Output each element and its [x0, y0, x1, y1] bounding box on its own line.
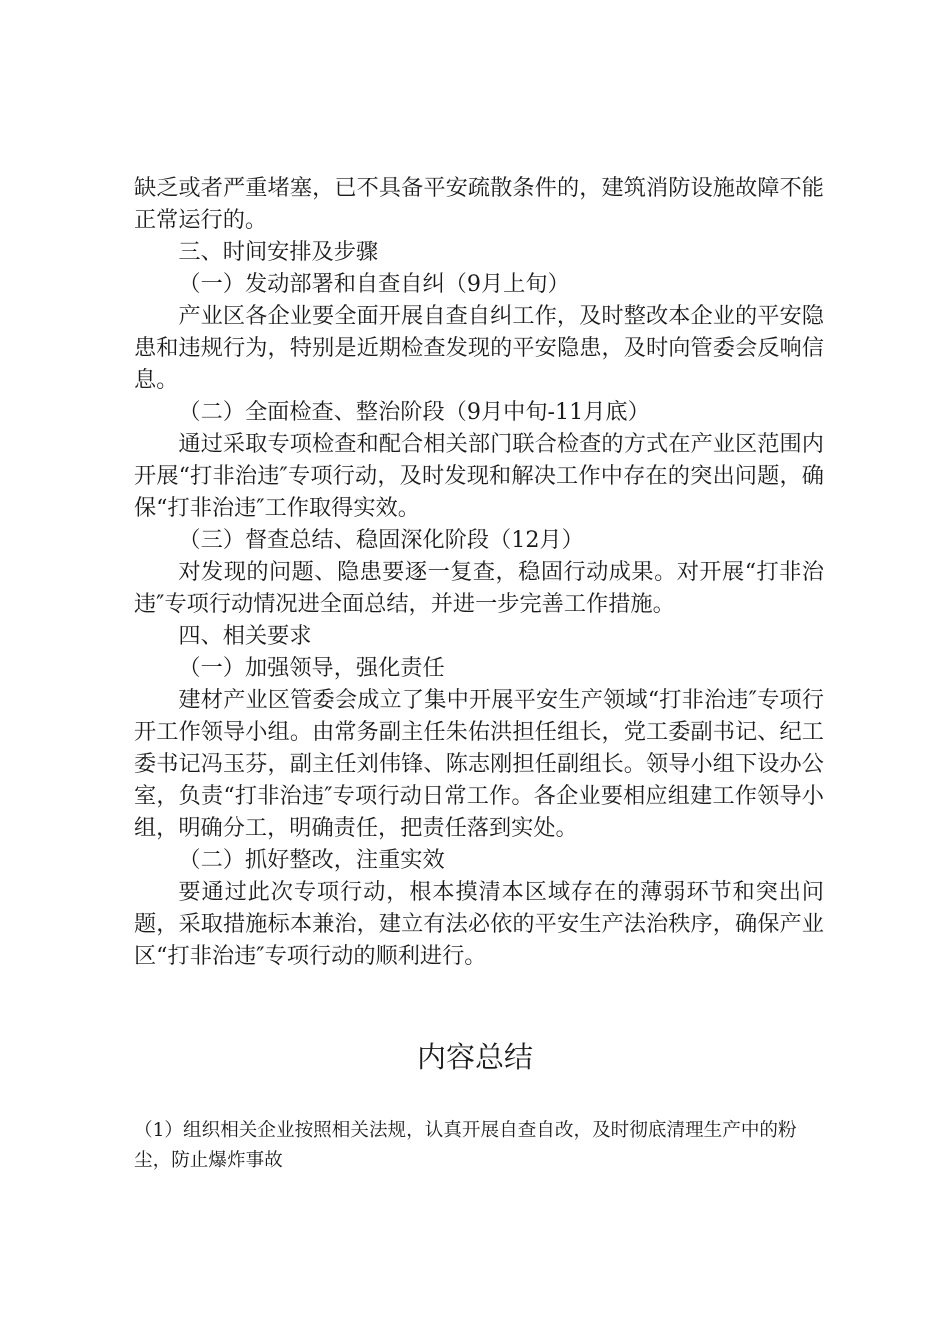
summary-text: （1）组织相关企业按照相关法规，认真开展自查自改，及时彻底清理生产中的粉尘，防止爆炸事故 [134, 1120, 797, 1171]
subsection-heading: （三）督查总结、稳固深化阶段（12月） [178, 527, 584, 553]
paragraph: 建材产业区管委会成立了集中开展平安生产领域“打非治违″专项行开工作领导小组。由常务副主任朱佑洪担任组长，党工委副书记、纪工委书记冯玉芬，副主任刘伟锋、陈志刚担任副组长。领导小组下设办公室，负责“打非治违″专项行动日常工作。各企业要相应组建工作领导小组，明确分工，明确责任，把责任落到实处。 [134, 687, 824, 841]
paragraph: 产业区各企业要全面开展自查自纠工作，及时整改本企业的平安隐患和违规行为，特别是近期检查发现的平安隐患，及时向管委会反响信息。 [134, 303, 824, 393]
paragraph: 缺乏或者严重堵塞，已不具备平安疏散条件的，建筑消防设施故障不能正常运行的。 [134, 175, 824, 233]
subsection-heading: （一）加强领导，强化责任 [178, 655, 445, 681]
summary-title: 内容总结 [416, 1040, 533, 1074]
section-heading: 四、相关要求 [178, 623, 312, 649]
paragraph: 对发现的问题、隐患要逐一复查，稳固行动成果。对开展“打非治违″专项行动情况进全面总结，并进一步完善工作措施。 [134, 559, 824, 617]
paragraph: 要通过此次专项行动，根本摸清本区域存在的薄弱环节和突出问题，采取措施标本兼治，建立有法必依的平安生产法治秩序，确保产业区“打非治违″专项行动的顺利进行。 [134, 879, 824, 969]
section-heading: 三、时间安排及步骤 [178, 239, 379, 265]
subsection-heading: （二）全面检查、整治阶段（9月中旬-11月底） [178, 399, 650, 425]
subsection-heading: （一）发动部署和自查自纠（9月上旬） [178, 271, 570, 297]
document-body [134, 172, 824, 972]
subsection-heading: （二）抓好整改，注重实效 [178, 847, 445, 873]
paragraph: 通过采取专项检查和配合相关部门联合检查的方式在产业区范围内开展“打非治违″专项行动，及时发现和解决工作中存在的突出问题，确保“打非治违″工作取得实效。 [134, 431, 824, 521]
